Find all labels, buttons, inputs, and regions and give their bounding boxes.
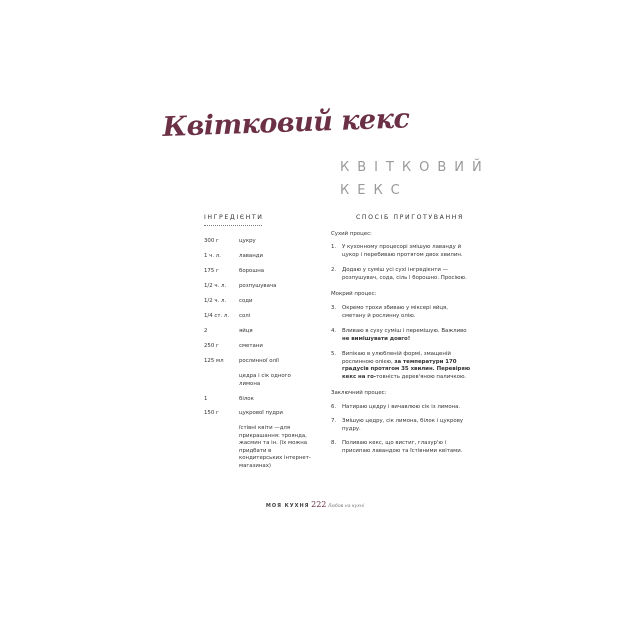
- ingredient-name: білок: [239, 396, 254, 402]
- ingredient-name: борошна: [239, 268, 265, 274]
- step-number: 8.: [331, 440, 337, 446]
- ingredient-qty: 1 ч. л.: [204, 253, 221, 259]
- ingredients-heading: ІНГРЕДІЄНТИ: [204, 214, 264, 221]
- ingredient-name: соди: [239, 298, 253, 304]
- step-text: [342, 328, 471, 343]
- step-text-plain: Випікаю в улюбленій формі, змащеній рослинною олією,: [342, 351, 451, 365]
- ingredient-name: рослинної олії: [239, 358, 279, 364]
- step-number: 5.: [331, 351, 337, 357]
- step-text: У кухонному процесорі змішую лаванду й цукор і перебиваю протягом двох хвилин.: [342, 244, 463, 258]
- ingredient-name: цукру: [239, 238, 256, 244]
- method-step: [331, 351, 471, 381]
- page-number: 222: [311, 500, 327, 509]
- step-text-bold: за температури 170 градусів протягом 35 хвилин. Перевіряю кекс на го-: [342, 358, 471, 380]
- step-number: 1.: [331, 244, 337, 250]
- ingredient-qty: 1/2 ч. л.: [204, 298, 227, 304]
- ingredient-qty: 1: [204, 396, 208, 402]
- step-number: 4.: [331, 328, 337, 334]
- step-number: 6.: [331, 404, 337, 410]
- method-step: [331, 418, 471, 433]
- method-heading: СПОСІБ ПРИГОТУВАННЯ: [356, 214, 464, 221]
- step-text: Окремо трохи збиваю у міксері яйця, сметану й рослинну олію.: [342, 305, 449, 319]
- ingredient-name: розпушувача: [239, 283, 277, 289]
- method-step: [331, 404, 471, 412]
- method-section-title: Мокрий процес:: [331, 291, 377, 297]
- step-text: Додаю у суміш усі сухі інгредієнти — розпушувач, сода, сіль і борошно. Просіюю.: [342, 267, 467, 281]
- recipe-title-script: Квітковий кекс: [162, 103, 410, 143]
- ingredient-name: яйця: [239, 328, 253, 334]
- ingredient-name: сметани: [239, 343, 263, 349]
- footer-section: Любов на кухні: [327, 504, 365, 509]
- ingredient-qty: 250 г: [204, 343, 219, 349]
- step-text: Змішую цедру, сік лимона, білок і цукрову пудру.: [342, 418, 464, 432]
- ingredient-qty: 175 г: [204, 268, 219, 274]
- step-text-bold: не вимішувати довго!: [342, 335, 411, 342]
- method-section-title: Сухий процес:: [331, 231, 372, 237]
- ingredient-qty: 125 мл: [204, 358, 224, 364]
- method-step: [331, 267, 471, 282]
- ingredient-qty: 1/2 ч. л.: [204, 283, 227, 289]
- method-step: [331, 305, 471, 320]
- step-text-plain: Вливаю в суху суміш і перемішую. Важливо: [342, 328, 467, 334]
- ingredient-qty: 150 г: [204, 410, 219, 416]
- step-number: 7.: [331, 418, 337, 424]
- page-footer: [0, 500, 630, 509]
- step-text-plain: товність дерев'яною паличкою.: [376, 373, 467, 380]
- ingredient-name: лаванди: [239, 253, 263, 259]
- ingredient-name: цукрової пудри: [239, 410, 283, 416]
- recipe-title-line-2: КЕКС: [340, 183, 408, 198]
- method-step: [331, 328, 471, 343]
- step-number: 3.: [331, 305, 337, 311]
- step-number: 2.: [331, 267, 337, 273]
- footer-brand: МОЯ КУХНЯ: [265, 503, 310, 509]
- ingredient-name: цедра і сік одного лимона: [239, 373, 291, 387]
- step-text: Натираю цедру і вичавлюю сік із лимона.: [342, 404, 461, 410]
- method-step: [331, 244, 471, 259]
- step-text: Поливаю кекс, що вистиг, глазур'ю і присипаю лавандою та їстівними квітами.: [342, 440, 463, 454]
- method-step: [331, 440, 471, 455]
- ingredient-qty: 300 г: [204, 238, 219, 244]
- ingredient-name: солі: [239, 313, 251, 319]
- step-text: [342, 351, 471, 381]
- method-section-title: Заключний процес:: [331, 390, 387, 396]
- recipe-title-spaced: [340, 156, 490, 202]
- ingredients-divider: [204, 225, 262, 226]
- ingredient-qty: 2: [204, 328, 208, 334]
- ingredient-name: їстівні квіти —для прикрашання: троянда, жасмин та ін. (їх можна придбати в кондитерських інтернет-магазинах): [239, 425, 311, 469]
- recipe-title-line-1: КВІТКОВИЙ: [340, 160, 490, 175]
- ingredient-qty: 1/4 ст. л.: [204, 313, 230, 319]
